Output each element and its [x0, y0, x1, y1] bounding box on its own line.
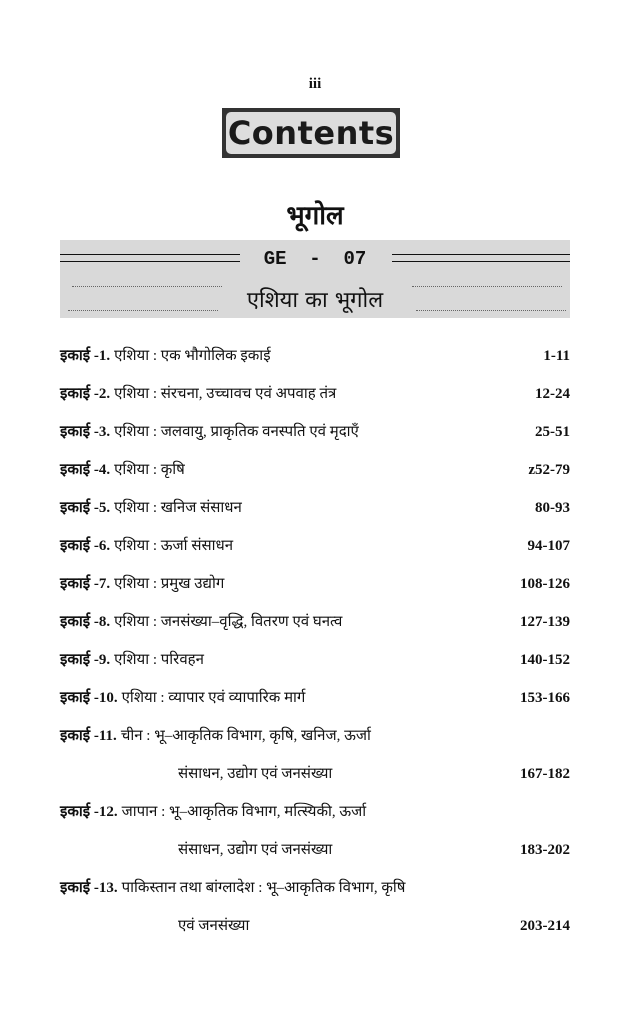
contents-heading-box	[222, 108, 400, 158]
unit-title: एशिया : संरचना, उच्चावच एवं अपवाह तंत्र	[114, 386, 337, 402]
page-range: 167-182	[520, 766, 570, 782]
page-range: 25-51	[535, 424, 570, 440]
unit-number: इकाई -8.	[60, 614, 111, 630]
unit-number: इकाई -12.	[60, 804, 118, 820]
page-range: 108-126	[520, 576, 570, 592]
toc-entry[interactable]	[60, 420, 570, 444]
course-title: एशिया का भूगोल	[246, 288, 384, 313]
unit-title-continuation: एवं जनसंख्या	[178, 918, 250, 934]
page-range: 183-202	[520, 842, 570, 858]
page-range: 140-152	[520, 652, 570, 668]
toc-entry[interactable]	[60, 344, 570, 368]
toc-entry-continuation[interactable]	[60, 914, 570, 938]
unit-title: एशिया : ऊर्जा संसाधन	[114, 538, 234, 554]
unit-number: इकाई -2.	[60, 386, 111, 402]
unit-title: पाकिस्तान तथा बांग्लादेश : भू–आकृतिक विभाग, कृषि	[121, 880, 406, 896]
toc-entry[interactable]	[60, 382, 570, 406]
unit-title-continuation: संसाधन, उद्योग एवं जनसंख्या	[178, 842, 333, 858]
page-number: iii	[308, 76, 322, 92]
unit-title: एशिया : कृषि	[114, 462, 185, 478]
unit-number: इकाई -6.	[60, 538, 111, 554]
page-range: 127-139	[520, 614, 570, 630]
page-range: 203-214	[520, 918, 570, 934]
unit-number: इकाई -1.	[60, 348, 111, 364]
unit-title-continuation: संसाधन, उद्योग एवं जनसंख्या	[178, 766, 333, 782]
page-range: 1-11	[543, 348, 570, 364]
page-range: z52-79	[528, 462, 570, 478]
unit-title: एशिया : परिवहन	[114, 652, 204, 668]
course-code: GE - 07	[263, 248, 367, 270]
page-range: 12-24	[535, 386, 570, 402]
toc-entry[interactable]	[60, 686, 570, 710]
toc-entry-continuation[interactable]	[60, 762, 570, 786]
unit-number: इकाई -5.	[60, 500, 111, 516]
toc-entry[interactable]	[60, 876, 570, 900]
unit-title: एशिया : व्यापार एवं व्यापारिक मार्ग	[121, 690, 306, 706]
unit-number: इकाई -7.	[60, 576, 111, 592]
page-range: 80-93	[535, 500, 570, 516]
contents-heading: Contents	[227, 114, 395, 152]
unit-title: जापान : भू–आकृतिक विभाग, मत्स्यिकी, ऊर्जा	[121, 804, 367, 820]
toc-entry[interactable]	[60, 534, 570, 558]
toc-entry-continuation[interactable]	[60, 838, 570, 862]
unit-title: एशिया : जलवायु, प्राकृतिक वनस्पति एवं मृदाएँ	[114, 424, 359, 440]
toc-entry[interactable]	[60, 610, 570, 634]
toc-entry[interactable]	[60, 572, 570, 596]
unit-title: एशिया : जनसंख्या–वृद्धि, वितरण एवं घनत्व	[114, 614, 343, 630]
unit-number: इकाई -11.	[60, 728, 117, 744]
page-range: 153-166	[520, 690, 570, 706]
toc-entry[interactable]	[60, 458, 570, 482]
course-banner	[60, 240, 570, 318]
unit-number: इकाई -9.	[60, 652, 111, 668]
unit-title: एशिया : एक भौगोलिक इकाई	[114, 348, 271, 364]
unit-title: एशिया : खनिज संसाधन	[114, 500, 242, 516]
unit-number: इकाई -13.	[60, 880, 118, 896]
unit-title: चीन : भू–आकृतिक विभाग, कृषि, खनिज, ऊर्जा	[120, 728, 371, 744]
unit-title: एशिया : प्रमुख उद्योग	[114, 576, 225, 592]
toc-entry[interactable]	[60, 648, 570, 672]
subject-title: भूगोल	[286, 201, 344, 231]
page-range: 94-107	[527, 538, 570, 554]
toc-entry[interactable]	[60, 800, 570, 824]
unit-number: इकाई -3.	[60, 424, 111, 440]
toc-entry[interactable]	[60, 724, 570, 748]
unit-number: इकाई -4.	[60, 462, 111, 478]
unit-number: इकाई -10.	[60, 690, 118, 706]
toc-entry[interactable]	[60, 496, 570, 520]
